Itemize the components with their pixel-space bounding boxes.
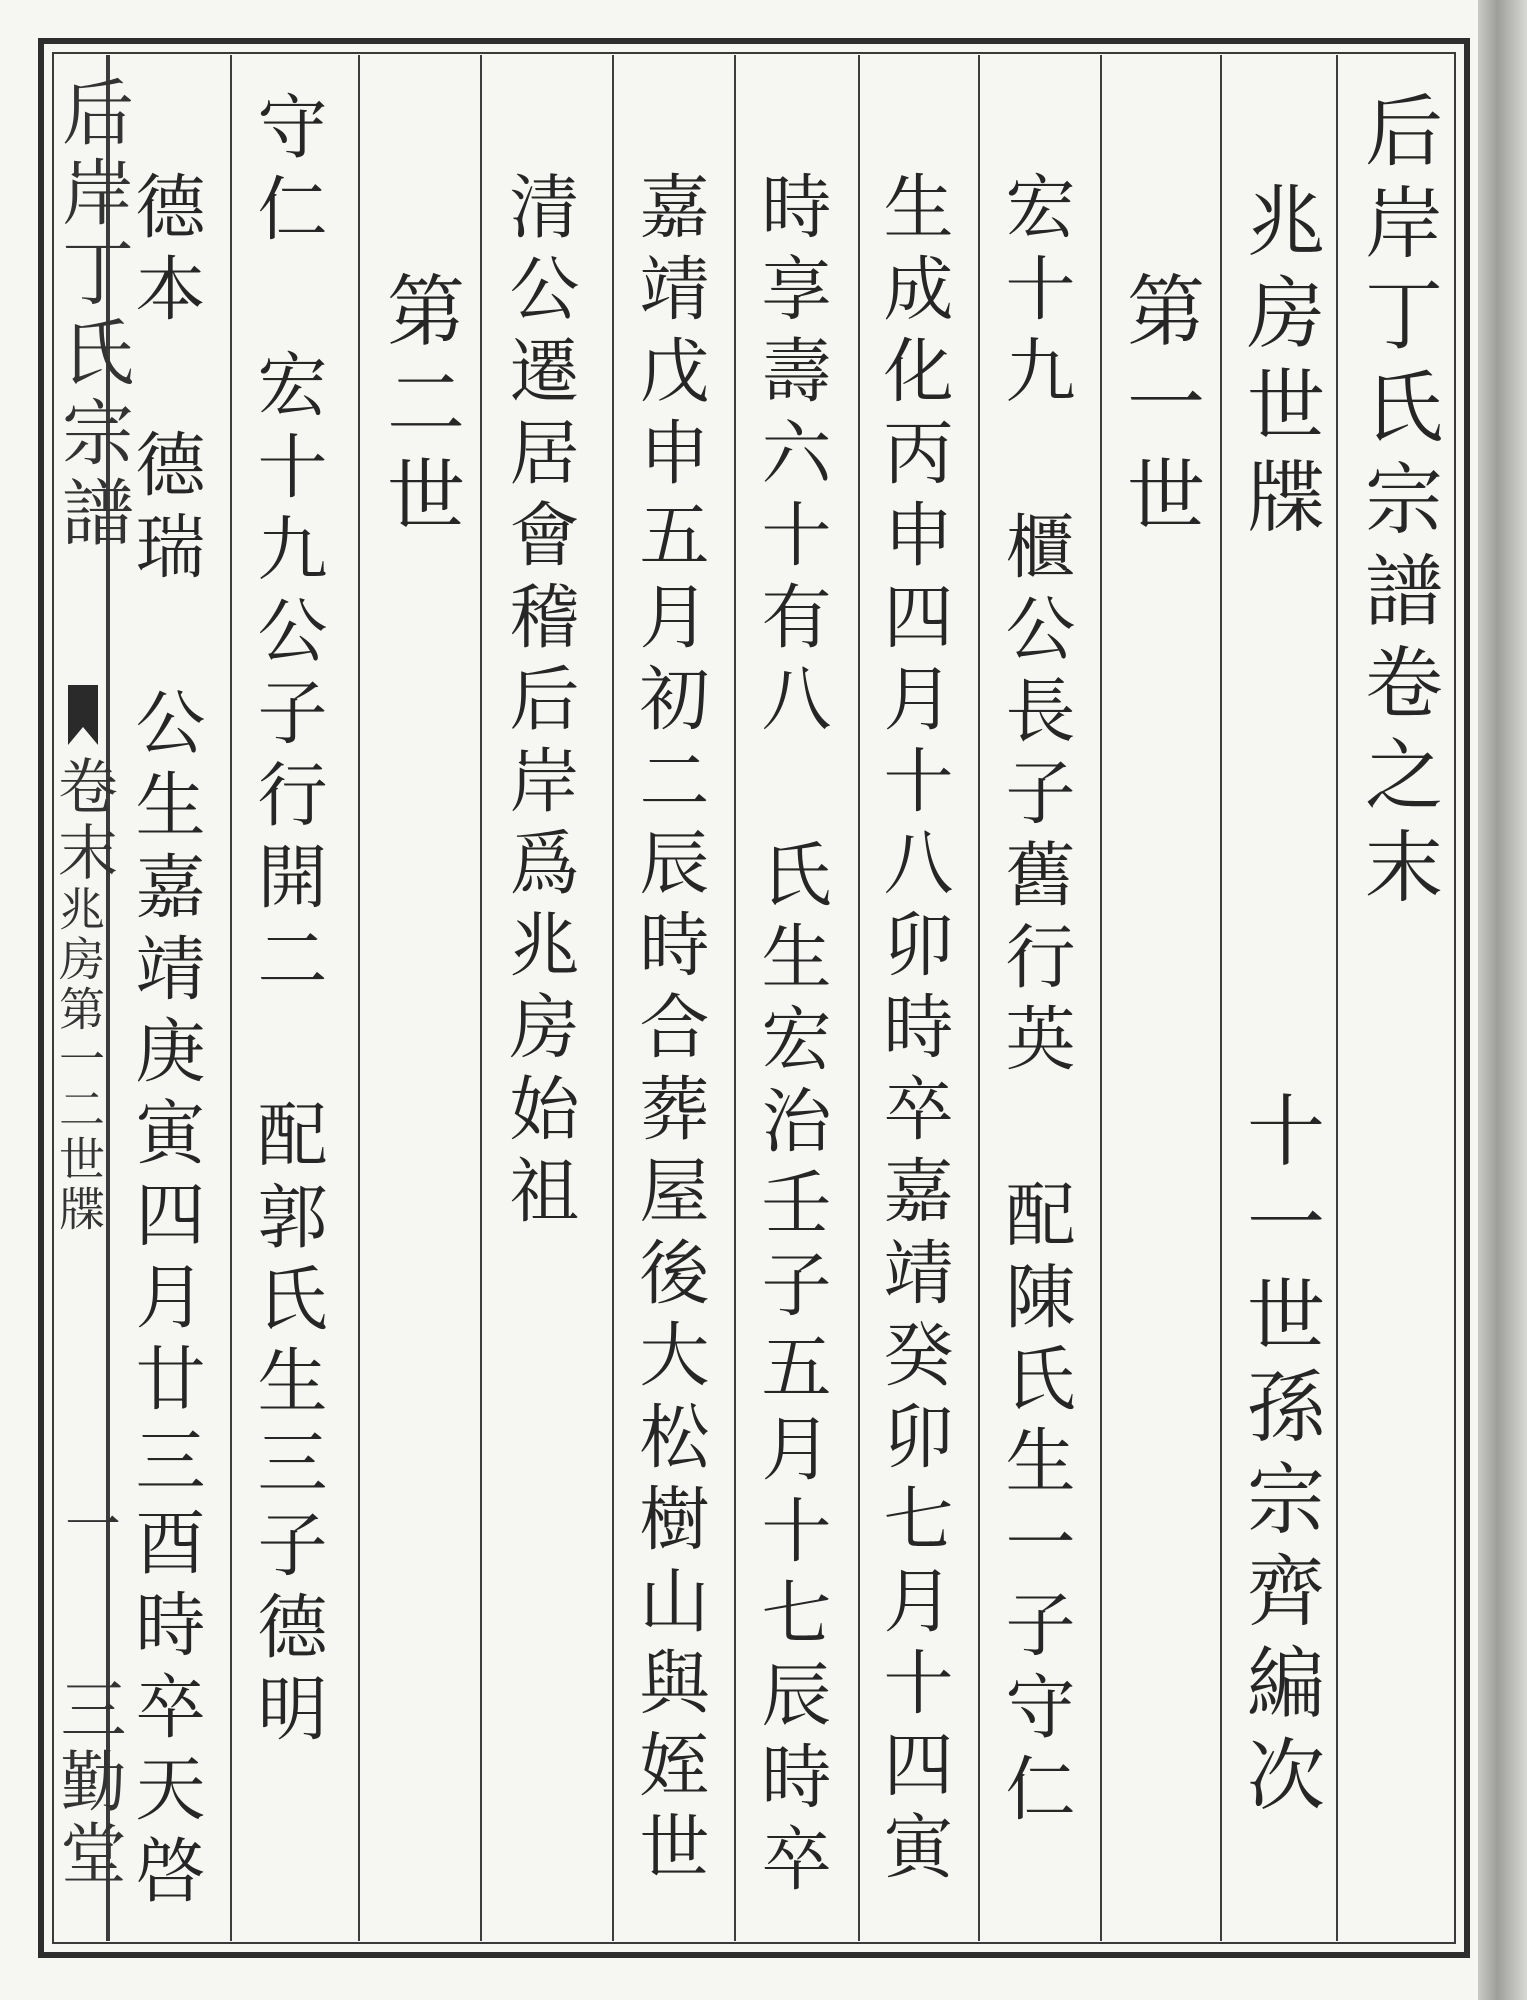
column-rule	[230, 55, 232, 1941]
column-rule	[1100, 55, 1102, 1941]
generation-2-line-1: 守仁 宏十九公子行開二 配郭氏生三子德明	[246, 90, 328, 1754]
generation-2-line-2: 德本 德瑞 公生嘉靖庚寅四月廿三酉時卒天啓	[124, 170, 206, 1916]
fishtail-mark	[68, 685, 98, 745]
compiler-credit: 十一世孫宗齊編次	[1234, 1090, 1324, 1826]
column-rule	[1336, 55, 1338, 1941]
generation-1-heading: 第一世	[1114, 270, 1204, 546]
column-rule	[1220, 55, 1222, 1941]
margin-title: 后岸丁氏宗譜	[50, 75, 134, 555]
generation-1-line-3: 時享壽六十有八 氏生宏治壬子五月十七辰時卒	[750, 170, 832, 1904]
column-rule	[858, 55, 860, 1941]
generation-1-line-5: 清公遷居會稽后岸爲兆房始祖	[498, 170, 580, 1236]
generation-2-heading: 第二世	[374, 270, 464, 546]
generation-1-line-4: 嘉靖戊申五月初二辰時合葬屋後大松樹山與姪世	[628, 170, 710, 1892]
column-rule	[480, 55, 482, 1941]
page-number: 一	[56, 1495, 121, 1551]
margin-juan: 卷末	[48, 755, 118, 887]
generation-1-line-2: 生成化丙申四月十八卯時卒嘉靖癸卯七月十四寅	[872, 170, 954, 1892]
hall-name: 三勤堂	[49, 1675, 126, 1891]
book-binding-edge	[1478, 0, 1527, 2000]
column-rule	[358, 55, 360, 1941]
column-rule	[734, 55, 736, 1941]
margin-slip	[38, 55, 134, 1941]
column-rule	[978, 55, 980, 1941]
generation-1-line-1: 宏十九 櫃公長子舊行英 配陳氏生一子守仁	[994, 170, 1076, 1834]
margin-section: 兆房第一二世牒	[52, 885, 106, 1235]
section-heading: 兆房世牒	[1234, 180, 1324, 548]
column-rule	[612, 55, 614, 1941]
book-title: 后岸丁氏宗譜卷之末	[1352, 90, 1442, 918]
